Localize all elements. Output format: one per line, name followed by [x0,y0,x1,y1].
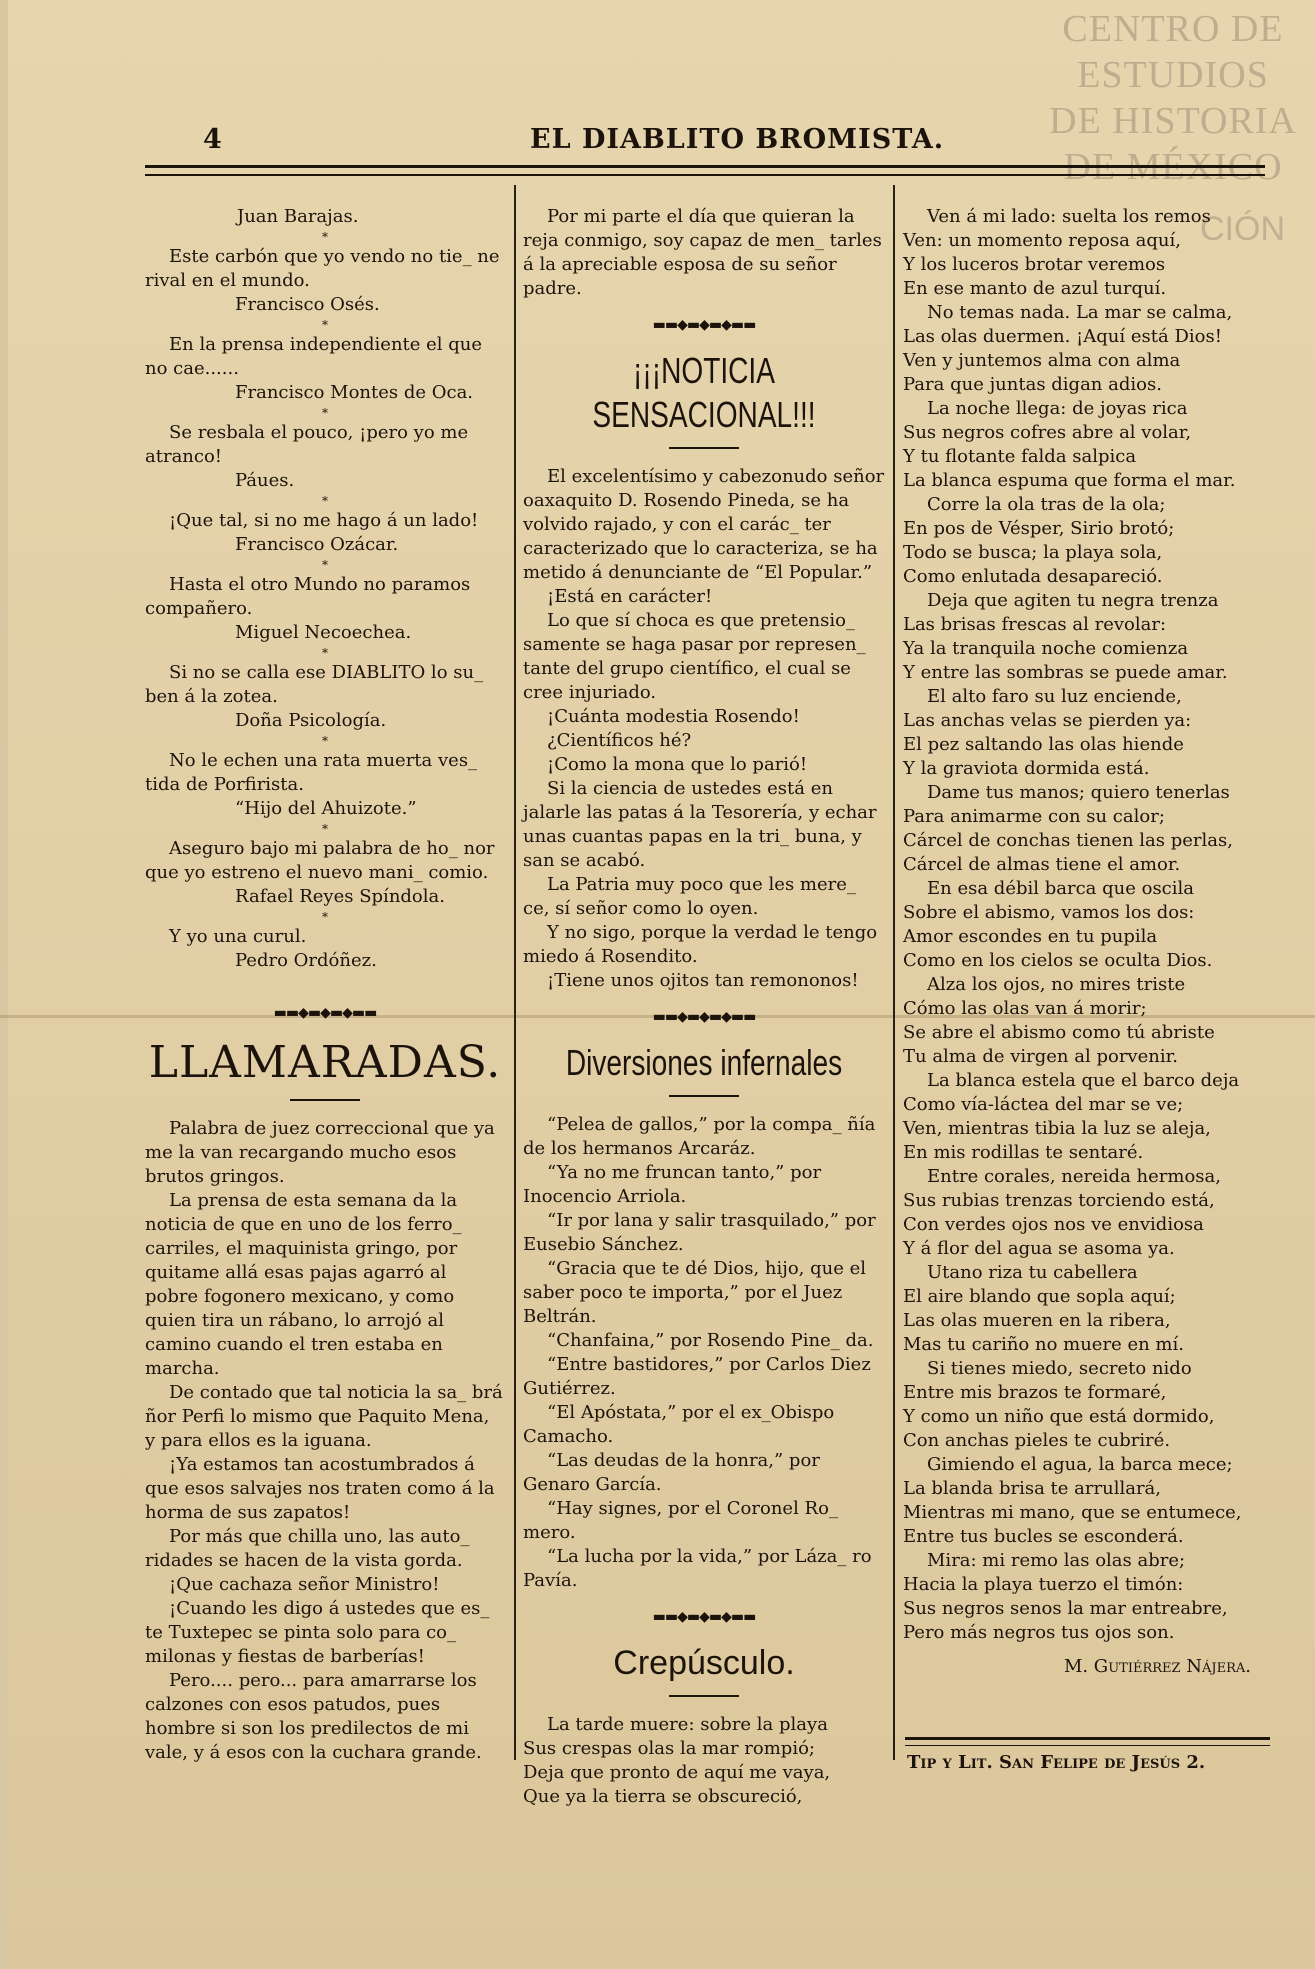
paragraph: La prensa de esta semana da la noticia de que en uno de los ferro_ carriles, el maquinista gringo, por quitame allá esas pajas agarró al pobre fogonero mexicano, y como quien tira un rábano, lo arrojó al camino cuando el tren estaba en marcha. [145,1190,462,1379]
poem-line: Y como un niño que está dormido, [903,1406,1215,1427]
quote-text: ¡Que tal, si no me hago á un lado! [169,510,479,531]
list-item: “Gracia que te dé Dios, hijo, que el saber poco te importa,” por el Juez Beltrán. [523,1258,867,1327]
poem-line: La noche llega: de joyas rica [927,398,1188,419]
quote-text: Este carbón que yo vendo no tie_ ne rival en el mundo. [145,246,500,291]
poem-line: Deja que pronto de aquí me vaya, [523,1762,831,1783]
paragraph: Lo que sí choca es que pretensio_ samente se haga pasar por represen_ tante del grupo científico, el cual se cree injuriado. [523,610,866,703]
watermark-line: DE MÉXICO [1063,146,1283,188]
poem-line: Las brisas frescas al revolar: [903,614,1167,635]
paragraph: ¡Tiene unos ojitos tan remononos! [547,970,859,991]
poem-line: Y la graviota dormida está. [903,758,1150,779]
quote-text: Se resbala el pouco, ¡pero yo me atranco! [145,422,469,467]
poem-line: Ven: un momento reposa aquí, [903,230,1181,251]
footer-rule [905,1737,1270,1746]
list-item: “Las deudas de la honra,” por Genaro García. [523,1450,820,1495]
poem-line: Entre tus bucles se esconderá. [903,1526,1184,1547]
section-heading-noticia: ¡¡¡NOTICIA SENSACIONAL!!! [592,350,816,435]
poem-line: Amor escondes en tu pupila [903,926,1158,947]
paragraph: ¡Que cachaza señor Ministro! [169,1574,440,1595]
poem-line: Mira: mi remo las olas abre; [927,1550,1186,1571]
separator-star: * [322,734,328,748]
paragraph: ¡Cuando les digo á ustedes que es_ te Tuxtepec se pinta solo para co_ milonas y fiestas de barberías! [145,1598,490,1667]
heading-underline [669,1695,739,1697]
poem-line: Las olas duermen. ¡Aquí está Dios! [903,326,1222,347]
paragraph: De contado que tal noticia la sa_ brá ñor Perfi lo mismo que Paquito Mena, y para ellos es la iguana. [145,1382,503,1451]
quote-signature: “Hijo del Ahuizote.” [235,798,417,819]
poem-line: Si tienes miedo, secreto nido [927,1358,1192,1379]
paragraph: La Patria muy poco que les mere_ ce, sí señor como lo oyen. [523,874,856,919]
list-item: “Ir por lana y salir trasquilado,” por Eusebio Sánchez. [523,1210,876,1255]
list-item: “Chanfaina,” por Rosendo Pine_ da. [547,1330,874,1351]
poem-line: Las olas mueren en la ribera, [903,1310,1171,1331]
poem-line: Ven, mientras tibia la luz se aleja, [903,1118,1211,1139]
quote-signature: Pedro Ordóñez. [235,950,377,971]
poem-line: Y entre las sombras se puede amar. [903,662,1228,683]
poem-line: La blanca estela que el barco deja [927,1070,1240,1091]
poem-line: Con anchas pieles te cubriré. [903,1430,1171,1451]
separator-star: * [322,822,328,836]
poem-line: Sobre el abismo, vamos los dos: [903,902,1195,923]
poem-line: Se abre el abismo como tú abriste [903,1022,1215,1043]
separator-star: * [322,494,328,508]
page-number: 4 [203,124,222,155]
ornamental-rule: ▬▬◆▬◆▬◆▬▬ [652,317,756,333]
poem-line: Ya la tranquila noche comienza [903,638,1189,659]
watermark-line: CENTRO DE [1062,8,1284,50]
column-2 [523,205,885,1809]
paragraph: Palabra de juez correccional que ya me la van recargando mucho esos brutos gringos. [145,1118,495,1187]
poem-line: Entre mis brazos te formaré, [903,1382,1167,1403]
quote-text: Y yo una curul. [169,926,307,947]
quote-signature: Páues. [235,470,295,491]
list-item: “El Apóstata,” por el ex_Obispo Camacho. [523,1402,835,1447]
poem-line: Como vía-láctea del mar se ve; [903,1094,1184,1115]
poem-line: Gimiendo el agua, la barca mece; [927,1454,1233,1475]
poem-line: Como enlutada desapareció. [903,566,1163,587]
poem-line: Sus crespas olas la mar rompió; [523,1738,815,1759]
poem-line: Utano riza tu cabellera [927,1262,1138,1283]
poem-author: M. Gutiérrez Nájera. [1063,1656,1251,1677]
poem-line: Tu alma de virgen al porvenir. [903,1046,1178,1067]
poem-line: Cárcel de conchas tienen las perlas, [903,830,1233,851]
poem-line: Y tu flotante falda salpica [903,446,1137,467]
paragraph: ¿Científicos hé? [547,730,692,751]
poem-line: Y los luceros brotar veremos [903,254,1166,275]
poem-line: Cómo las olas van á morir; [903,998,1147,1019]
poem-line: Sus negros cofres abre al volar, [903,422,1192,443]
paragraph: Y no sigo, porque la verdad le tengo miedo á Rosendito. [523,922,878,967]
quote-text: Juan Barajas. [237,206,359,227]
paragraph: Por más que chilla uno, las auto_ ridades se hacen de la vista gorda. [145,1526,470,1571]
poem-line: Hacia la playa tuerzo el timón: [903,1574,1184,1595]
quote-text: Si no se calla ese DIABLITO lo su_ ben á la zotea. [145,662,484,707]
list-item: “Ya no me fruncan tanto,” por Inocencio Arriola. [523,1162,822,1207]
poem-line: En pos de Vésper, Sirio brotó; [903,518,1175,539]
quote-text: En la prensa independiente el que no cae...... [145,334,483,379]
poem-line: Sus negros senos la mar entreabre, [903,1598,1228,1619]
list-item: “Entre bastidores,” por Carlos Diez Gutiérrez. [523,1354,871,1399]
paragraph: Pero.... pero... para amarrarse los calzones con esos patudos, pues hombre si son los predilectos de mi vale, y á esos con la cuchara grande. [145,1670,482,1763]
poem-line: Pero más negros tus ojos son. [903,1622,1175,1643]
paragraph: Si la ciencia de ustedes está en jalarle las patas á la Tesorería, y echar unas cuantas papas en la tri_ buna, y san se acabó. [523,778,877,871]
separator-star: * [322,230,328,244]
poem-line: No temas nada. La mar se calma, [927,302,1233,323]
paragraph: El excelentísimo y cabezonudo señor oaxaquito D. Rosendo Pineda, se ha volvido rajado, y con el carác_ ter caracterizado que lo caracteriza, se ha metido á denunciante de “El Popular.” [523,466,885,583]
quote-signature: Francisco Montes de Oca. [235,382,474,403]
poem-line: Mas tu cariño no muere en mí. [903,1334,1184,1355]
poem-line: Todo se busca; la playa sola, [903,542,1163,563]
poem-line: En ese manto de azul turquí. [903,278,1167,299]
poem-line: El alto faro su luz enciende, [927,686,1182,707]
poem-line: Las anchas velas se pierden ya: [903,710,1192,731]
separator-star: * [322,646,328,660]
ornamental-rule: ▬▬◆▬◆▬◆▬▬ [652,1009,756,1025]
poem-line: La tarde muere: sobre la playa [547,1714,828,1735]
poem-line: Con verdes ojos nos ve envidiosa [903,1214,1204,1235]
heading-underline [669,447,739,449]
poem-line: Dame tus manos; quiero tenerlas [927,782,1230,803]
stamp-fragment: CIÓN [1200,210,1285,248]
quote-text: Hasta el otro Mundo no paramos compañero. [145,574,471,619]
list-item: “Pelea de gallos,” por la compa_ ñía de los hermanos Arcaráz. [523,1114,876,1159]
header-rule [145,165,1265,176]
poem-line: Deja que agiten tu negra trenza [927,590,1219,611]
poem-line: Cárcel de almas tiene el amor. [903,854,1181,875]
ornamental-rule: ▬▬◆▬◆▬◆▬▬ [652,1609,756,1625]
poem-line: Ven á mi lado: suelta los remos [927,206,1211,227]
quote-signature: Doña Psicología. [235,710,387,731]
poem-line: Mientras mi mano, que se entumece, [903,1502,1242,1523]
poem-line: Corre la ola tras de la ola; [927,494,1166,515]
poem-line: Entre corales, nereida hermosa, [927,1166,1221,1187]
poem-line: La blanda brisa te arrullará, [903,1478,1162,1499]
column-divider [514,185,516,1760]
heading-underline [669,1095,739,1097]
poem-line: Para que juntas digan adios. [903,374,1162,395]
quote-text: No le echen una rata muerta ves_ tida de Porfirista. [145,750,478,795]
poem-line: Alza los ojos, no mires triste [927,974,1186,995]
section-heading-diversiones: Diversiones infernales [565,1042,843,1083]
poem-line: En mis rodillas te sentaré. [903,1142,1144,1163]
masthead-title: EL DIABLITO BROMISTA. [530,124,945,155]
heading-underline [290,1099,360,1101]
column-divider [893,185,895,1760]
poem-line: Para animarme con su calor; [903,806,1165,827]
column-1 [145,205,505,1765]
printer-imprint: Tip y Lit. San Felipe de Jesús 2. [907,1752,1206,1773]
archive-watermark [1043,6,1303,190]
poem-line: En esa débil barca que oscila [927,878,1195,899]
column-3 [903,205,1275,1679]
poem-verse [523,1713,885,1809]
separator-star: * [322,318,328,332]
paragraph: ¡Está en carácter! [547,586,713,607]
separator-star: * [322,406,328,420]
list-item: “Hay signes, por el Coronel Ro_ mero. [523,1498,838,1543]
ornamental-rule: ▬▬◆▬◆▬◆▬▬ [273,1005,377,1021]
poem-line: El aire blando que sopla aquí; [903,1286,1176,1307]
poem-title: Crepúsculo. [613,1644,795,1682]
quote-text: Aseguro bajo mi palabra de ho_ nor que yo estreno el nuevo mani_ comio. [145,838,495,883]
list-item: “La lucha por la vida,” por Láza_ ro Pavía. [523,1546,872,1591]
separator-star: * [322,558,328,572]
poem-line: Que ya la tierra se obscureció, [523,1786,803,1807]
quote-signature: Francisco Ozácar. [235,534,399,555]
paragraph: ¡Como la mona que lo parió! [547,754,808,775]
poem-line: Y á flor del agua se asoma ya. [903,1238,1175,1259]
watermark-line: ESTUDIOS [1077,54,1269,96]
separator-star: * [322,910,328,924]
quote-signature: Miguel Necoechea. [235,622,412,643]
watermark-line: DE HISTORIA [1049,100,1297,142]
poem-line: La blanca espuma que forma el mar. [903,470,1236,491]
paragraph: ¡Cuánta modestia Rosendo! [547,706,800,727]
poem-line: Ven y juntemos alma con alma [903,350,1181,371]
poem-continuation [903,205,1275,1645]
poem-line: Sus rubias trenzas torciendo está, [903,1190,1215,1211]
poem-line: El pez saltando las olas hiende [903,734,1184,755]
poem-line: Como en los cielos se oculta Dios. [903,950,1213,971]
paragraph: ¡Ya estamos tan acostumbrados á que esos salvajes nos traten como á la horma de sus zapatos! [145,1454,495,1523]
quote-signature: Rafael Reyes Spíndola. [235,886,445,907]
paragraph: Por mi parte el día que quieran la reja conmigo, soy capaz de men_ tarles á la apreciable esposa de su señor padre. [523,206,882,299]
section-heading-llamaradas: LLAMARADAS. [148,1037,502,1088]
quote-signature: Francisco Osés. [235,294,380,315]
